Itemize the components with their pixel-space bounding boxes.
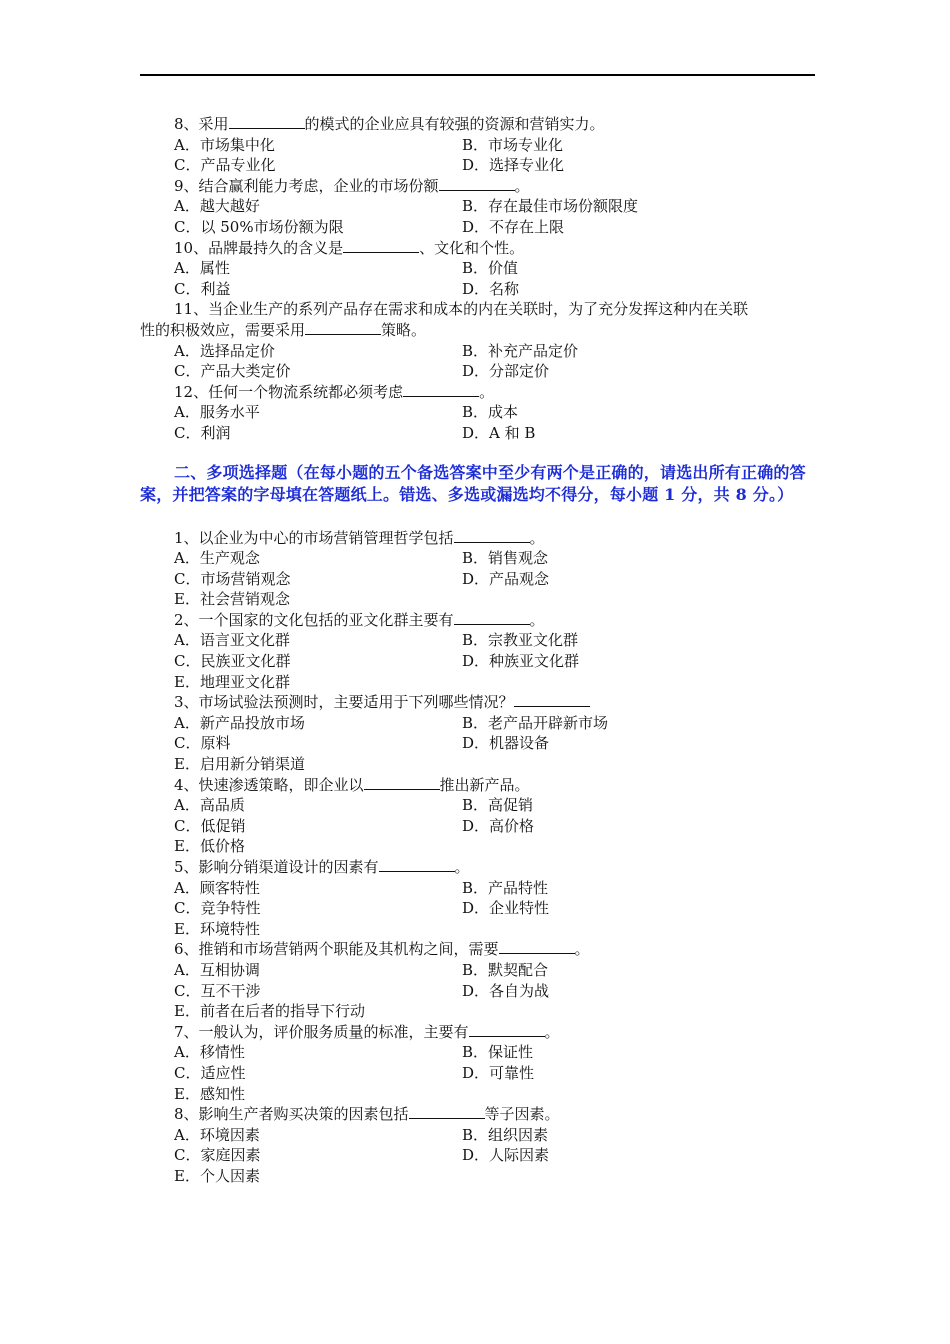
stem-text: 性的积极效应，需要采用	[140, 320, 306, 339]
option: B．宗教亚文化群	[462, 631, 579, 650]
option-row	[140, 733, 820, 754]
option: E．环境特性	[174, 919, 260, 938]
option-row	[140, 960, 820, 981]
question-stem	[140, 775, 820, 796]
option: D．企业特性	[462, 899, 550, 918]
stem-text: 的模式的企业应具有较强的资源和营销实力。	[304, 115, 605, 133]
option: A．移情性	[174, 1043, 245, 1062]
answer-blank	[409, 1104, 485, 1119]
option: D．各自为战	[462, 981, 550, 1000]
option: D．可靠性	[462, 1063, 535, 1082]
option: B．产品特性	[462, 878, 549, 897]
answer-blank	[305, 320, 381, 335]
question-stem	[140, 528, 820, 549]
option: D．高价格	[462, 816, 535, 835]
option: C．利益	[174, 279, 231, 298]
question-stem	[140, 1022, 820, 1043]
option: E．前者在后者的指导下行动	[174, 1002, 365, 1021]
question-stem	[140, 857, 820, 878]
answer-blank	[499, 939, 575, 954]
answer-blank	[469, 1022, 545, 1037]
option-row	[140, 754, 820, 775]
stem-text: 9、结合赢利能力考虑，企业的市场份额	[174, 176, 439, 195]
question-stem-continued	[140, 320, 820, 341]
option: A．市场集中化	[174, 135, 275, 154]
stem-text: 推出新产品。	[439, 775, 530, 794]
option: A．生产观念	[174, 549, 260, 568]
option: C．原料	[174, 734, 231, 753]
option: A．高品质	[174, 796, 245, 815]
option-row	[140, 341, 820, 362]
option: B．存在最佳市场份额限度	[462, 197, 639, 216]
option-row	[140, 630, 820, 651]
stem-text: 2、一个国家的文化包括的亚文化群主要有	[174, 610, 454, 629]
option: D．不存在上限	[462, 217, 565, 236]
option: B．市场专业化	[462, 135, 564, 154]
option: C．市场营销观念	[174, 569, 291, 588]
option: C．低促销	[174, 816, 246, 835]
option-row	[140, 1001, 820, 1022]
option-row	[140, 361, 820, 382]
question-stem	[140, 610, 820, 631]
stem-text: 。	[574, 940, 590, 959]
option: C．竞争特性	[174, 899, 261, 918]
option-row	[140, 279, 820, 300]
option-row	[140, 258, 820, 279]
option: E．个人因素	[174, 1166, 260, 1185]
answer-blank	[514, 692, 590, 707]
option-row	[140, 981, 820, 1002]
option-row	[140, 1166, 820, 1187]
question-stem	[140, 114, 820, 135]
option: B．销售观念	[462, 549, 549, 568]
option: A．环境因素	[174, 1125, 260, 1144]
question-stem	[140, 238, 820, 259]
option: A．新产品投放市场	[174, 713, 305, 732]
option-row	[140, 402, 820, 423]
option: C．适应性	[174, 1063, 246, 1082]
option-row	[140, 1145, 820, 1166]
option: A．越大越好	[174, 197, 260, 216]
stem-text: 。	[514, 176, 530, 195]
option: D．机器设备	[462, 734, 550, 753]
option: B．老产品开辟新市场	[462, 713, 609, 732]
question-stem	[140, 382, 820, 403]
option-row	[140, 217, 820, 238]
answer-blank	[454, 528, 530, 543]
option: A．语言亚文化群	[174, 631, 290, 650]
option-row	[140, 589, 820, 610]
option: D．分部定价	[462, 362, 550, 381]
option-row	[140, 1063, 820, 1084]
stem-text: 12、任何一个物流系统都必须考虑	[174, 382, 404, 401]
option: D．A 和 B	[462, 423, 536, 442]
option: B．高促销	[462, 796, 534, 815]
option-row	[140, 548, 820, 569]
stem-text: 、文化和个性。	[419, 238, 525, 257]
option: D．人际因素	[462, 1146, 550, 1165]
option: D．种族亚文化群	[462, 652, 580, 671]
option: D．产品观念	[462, 569, 550, 588]
option: E．低价格	[174, 837, 245, 856]
question-stem	[140, 692, 820, 713]
single-choice-questions	[140, 114, 820, 444]
option: B．成本	[462, 403, 519, 422]
option: B．价值	[462, 259, 519, 278]
option: A．属性	[174, 259, 230, 278]
option: C．家庭因素	[174, 1146, 261, 1165]
option-row	[140, 135, 820, 156]
option: C．产品专业化	[174, 156, 276, 175]
stem-text: 4、快速渗透策略，即企业以	[174, 775, 364, 794]
answer-blank	[379, 857, 455, 872]
option: C．产品大类定价	[174, 362, 291, 381]
section-heading-multiple-choice: 二、多项选择题（在每小题的五个备选答案中至少有两个是正确的，请选出所有正确的答案，并把答案的字母填在答题纸上。错选、多选或漏选均不得分，每小题 1 分，共 8 分。）	[140, 462, 806, 504]
question-stem: 11、当企业生产的系列产品存在需求和成本的内在关联时，为了充分发挥这种内在关联	[174, 300, 749, 319]
option-row	[140, 878, 820, 899]
answer-blank	[343, 238, 419, 253]
stem-text: 3、市场试验法预测时，主要适用于下列哪些情况？	[174, 693, 514, 712]
multiple-choice-questions	[140, 528, 820, 1187]
option: D．名称	[462, 279, 520, 298]
option-row	[140, 155, 820, 176]
option: C．以 50%市场份额为限	[174, 217, 344, 236]
stem-text: 策略。	[381, 320, 427, 339]
option-row	[140, 196, 820, 217]
option-row	[140, 651, 820, 672]
stem-text: 5、影响分销渠道设计的因素有	[174, 858, 379, 876]
answer-blank	[403, 382, 479, 397]
question-stem	[140, 939, 820, 960]
answer-blank	[364, 775, 440, 790]
document-body	[140, 114, 820, 1187]
option: E．社会营销观念	[174, 590, 290, 609]
stem-text: 10、品牌最持久的含义是	[174, 238, 344, 257]
stem-text: 8、采用	[174, 115, 229, 133]
option: B．保证性	[462, 1043, 534, 1062]
option-row	[140, 423, 820, 444]
stem-text: 8、影响生产者购买决策的因素包括	[174, 1105, 409, 1124]
option-row	[140, 713, 820, 734]
answer-blank	[439, 176, 515, 191]
option: E．地理亚文化群	[174, 672, 290, 691]
option-row	[140, 1042, 820, 1063]
option-row	[140, 919, 820, 940]
option: D．选择专业化	[462, 156, 565, 175]
option-row	[140, 569, 820, 590]
stem-text: 等子因素。	[484, 1105, 560, 1124]
header-rule	[140, 74, 815, 76]
option-row	[140, 1084, 820, 1105]
option-row	[140, 1125, 820, 1146]
option: B．补充产品定价	[462, 341, 579, 360]
option-row	[140, 836, 820, 857]
option: A．顾客特性	[174, 878, 260, 897]
option-row	[140, 672, 820, 693]
stem-text: 6、推销和市场营销两个职能及其机构之间，需要	[174, 940, 499, 959]
option: A．选择品定价	[174, 341, 275, 360]
option-row	[140, 816, 820, 837]
option: C．民族亚文化群	[174, 652, 291, 671]
option: E．启用新分销渠道	[174, 755, 305, 774]
option-row	[140, 898, 820, 919]
stem-text: 7、一般认为，评价服务质量的标准，主要有	[174, 1022, 469, 1041]
stem-text: 。	[479, 382, 495, 401]
stem-text: 。	[529, 610, 545, 629]
question-stem	[140, 1104, 820, 1125]
answer-blank	[229, 114, 305, 129]
option: A．服务水平	[174, 403, 260, 422]
stem-text: 1、以企业为中心的市场营销管理哲学包括	[174, 528, 454, 547]
stem-text: 。	[454, 858, 470, 876]
option: B．组织因素	[462, 1125, 549, 1144]
answer-blank	[454, 610, 530, 625]
stem-text: 。	[529, 528, 545, 547]
option: A．互相协调	[174, 960, 260, 979]
question-stem	[140, 176, 820, 197]
stem-text: 。	[544, 1022, 560, 1041]
option: E．感知性	[174, 1084, 245, 1103]
option-row	[140, 795, 820, 816]
option: B．默契配合	[462, 960, 549, 979]
option: C．互不干涉	[174, 981, 261, 1000]
option: C．利润	[174, 423, 231, 442]
